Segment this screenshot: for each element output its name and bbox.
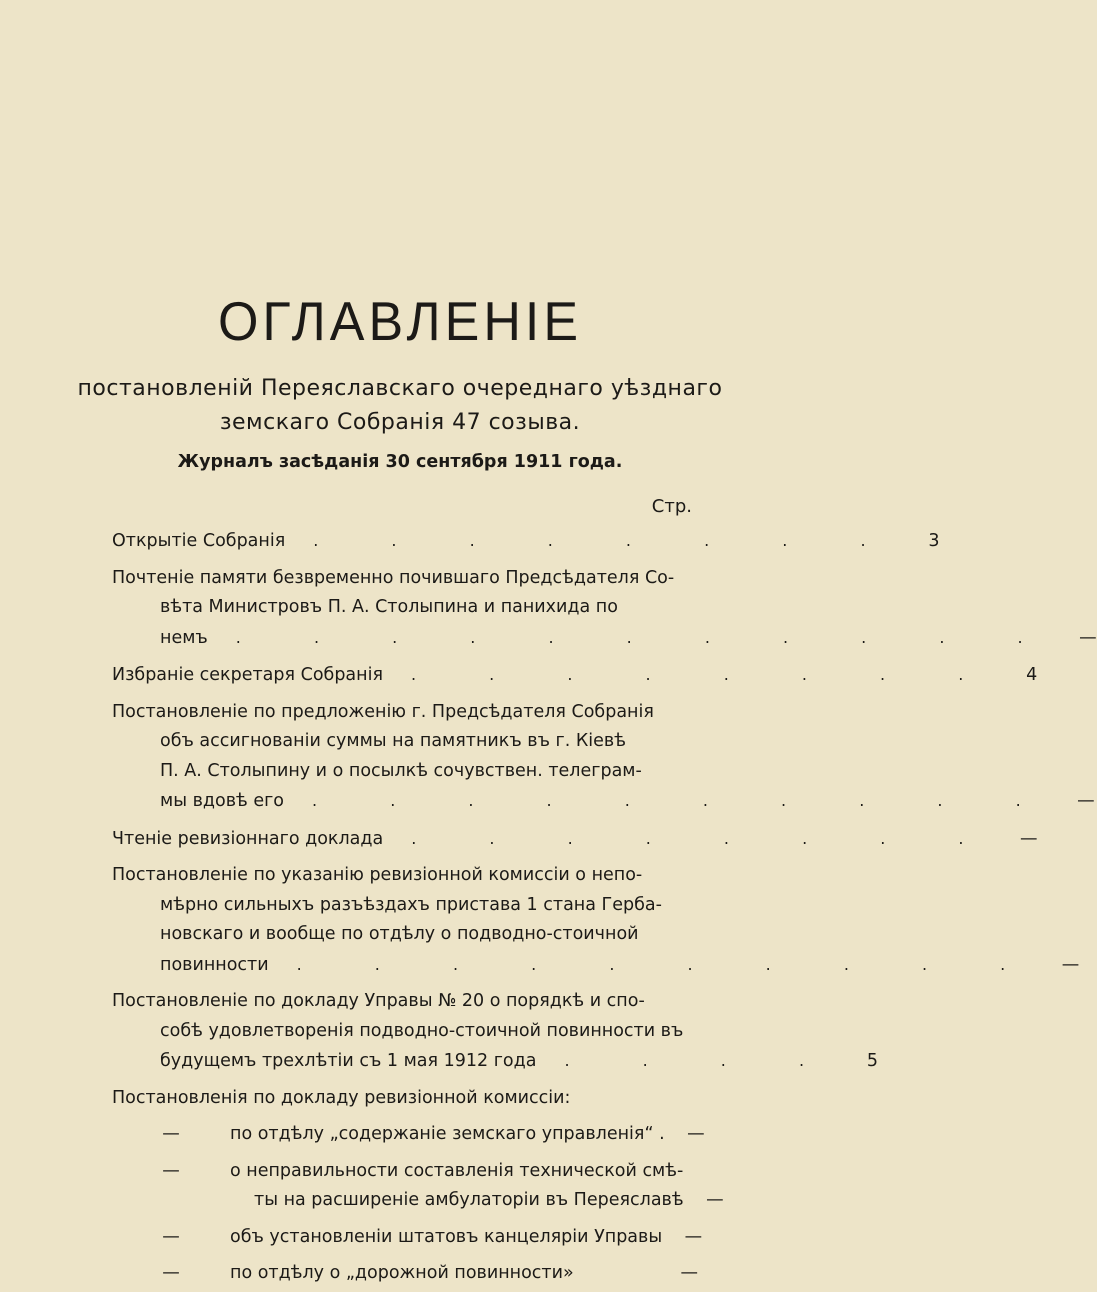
toc-entry-text: собѣ удовлетворенія подводно-стоичной повинности въ <box>160 1020 684 1041</box>
toc-entry-text: Избраніе секретаря Собранія <box>112 665 383 685</box>
toc-entry-page: 5 <box>866 1051 879 1071</box>
toc-entry-text: Постановленіе по докладу Управы № 20 о порядкѣ и спо- <box>112 991 645 1011</box>
toc-sub-entry <box>112 1259 698 1289</box>
toc-entry-page: 4 <box>1026 665 1038 685</box>
toc-entry-page: — <box>1061 954 1080 975</box>
dot-leader: . . . . . . . . <box>411 828 998 848</box>
sub-entry-text: ты на расширеніе амбулаторіи въ Переяславѣ <box>254 1190 684 1210</box>
page-title: ОГЛАВЛЕНІЕ <box>217 291 583 353</box>
subtitle <box>0 372 800 440</box>
dot-leader: . . . . . . . . . . <box>296 954 1040 974</box>
toc-sub-entry <box>112 1157 698 1187</box>
dot-leader: . . . . <box>564 1051 839 1070</box>
toc-entry-page: — <box>1020 828 1038 849</box>
toc-entry-page: — <box>1079 627 1097 648</box>
toc-entry <box>112 861 1080 980</box>
toc-entry-text: Чтеніе ревизіоннаго доклада <box>112 828 384 849</box>
sub-entry-text: объ установленіи штатовъ канцеляріи Управы <box>230 1226 663 1247</box>
toc-entry-text: мы вдовѣ его <box>160 791 285 811</box>
sub-entry-page: — <box>706 1190 724 1210</box>
dot-leader: . . . . . . . . . . . <box>235 627 1057 647</box>
toc-entry-text: повинности <box>160 954 269 975</box>
toc-entry-text: объ ассигнованіи суммы на памятникъ въ г. Кіевѣ <box>160 731 626 751</box>
subtitle-line-2: земскаго Собранія 47 созыва. <box>219 410 581 435</box>
page-column-label: Стр. <box>651 496 692 517</box>
toc-entry <box>112 526 940 557</box>
sub-entry-text: о неправильности составленія технической смѣ- <box>230 1160 684 1181</box>
dot-leader: . . . . . . . . . . <box>312 791 1055 810</box>
toc-entry <box>112 987 879 1077</box>
toc-entry-text: немъ <box>160 627 208 648</box>
toc-entry-text: будущемъ трехлѣтіи съ 1 мая 1912 года <box>160 1051 537 1071</box>
toc-entry-text: Постановленіе по указанію ревизіонной комиссіи о непо- <box>112 865 643 885</box>
sub-entry-text: по отдѣлу о „дорожной повинности» <box>230 1263 574 1283</box>
toc-entry-text: Открытіе Собранія <box>112 531 286 551</box>
toc-entry <box>112 564 1097 654</box>
toc-sub-entry <box>112 1223 703 1253</box>
sub-entry-page: — <box>687 1124 705 1144</box>
table-of-contents <box>112 526 1097 1289</box>
toc-entry-text: вѣта Министровъ П. А. Столыпина и панихида по <box>160 597 618 617</box>
sub-entry-page: — <box>680 1263 698 1283</box>
toc-entry-text: Почтеніе памяти безвременно почившаго Предсѣдателя Со- <box>112 567 675 588</box>
toc-entry <box>112 824 1038 855</box>
toc-entry-page: 3 <box>928 531 940 551</box>
sub-entry-page: — <box>684 1226 703 1247</box>
toc-entry <box>112 698 1095 817</box>
toc-sub-entry <box>112 1186 724 1216</box>
sub-entry-text: по отдѣлу „содержаніе земскаго управленія“ . <box>230 1124 665 1144</box>
sub-entry-dash: — <box>162 1124 180 1144</box>
dot-leader: . . . . . . . . <box>313 531 900 550</box>
toc-entry <box>112 660 1038 691</box>
subtitle-line-1: постановленій Переяславскаго очереднаго уѣзднаго <box>77 376 723 401</box>
sub-entry-dash: — <box>162 1226 180 1247</box>
toc-entry-page: — <box>1077 791 1095 811</box>
toc-entry-text: Постановленія по докладу ревизіонной комиссіи: <box>112 1087 571 1108</box>
sub-entry-dash: — <box>162 1160 180 1181</box>
toc-entry-text: мѣрно сильныхъ разъѣздахъ пристава 1 стана Герба- <box>160 894 662 915</box>
toc-entry-text: новскаго и вообще по отдѣлу о подводно-стоичной <box>160 924 639 944</box>
toc-sub-entry <box>112 1120 705 1150</box>
toc-entry-text: Постановленіе по предложенію г. Предсѣдателя Собранія <box>112 701 654 722</box>
dot-leader: . . . . . . . . <box>411 665 998 684</box>
journal-heading: Журналъ засѣданія 30 сентября 1911 года. <box>177 452 623 472</box>
toc-entry-text: П. А. Столыпину и о посылкѣ сочувствен. телеграм- <box>160 760 642 781</box>
sub-entry-dash: — <box>162 1263 180 1283</box>
toc-entry <box>112 1084 698 1114</box>
